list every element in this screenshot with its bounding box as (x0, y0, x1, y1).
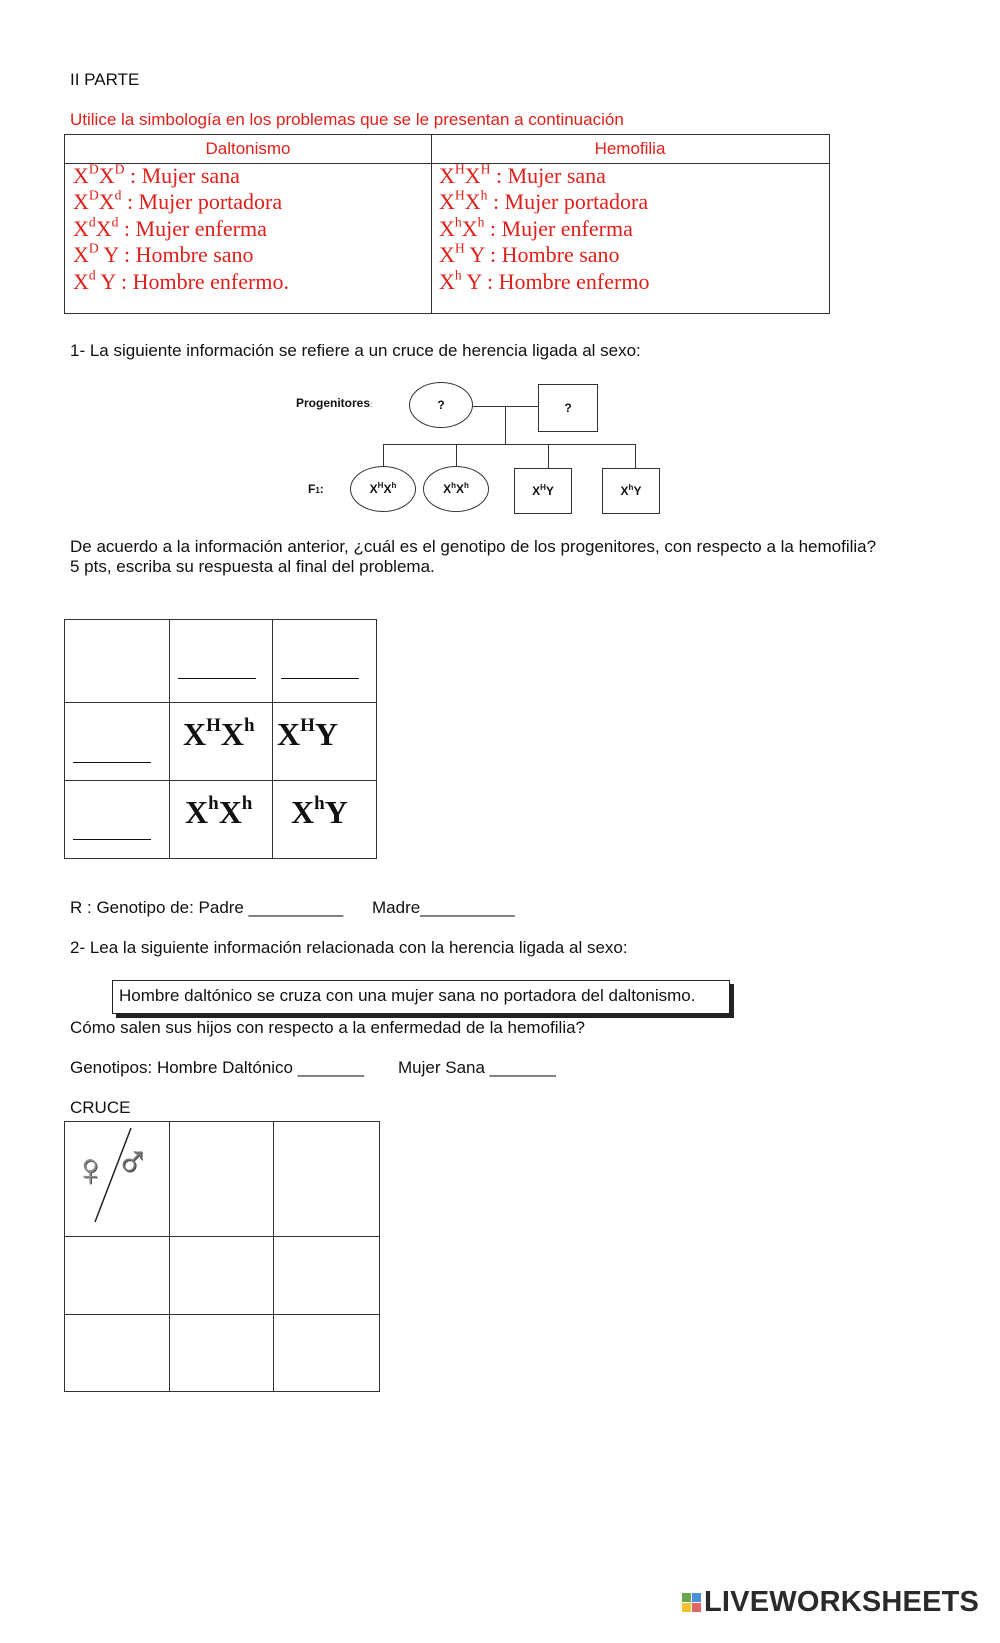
f1-daughter: $X^hX^h$ (423, 466, 489, 512)
child-line (548, 444, 549, 468)
q2-text: 2- Lea la siguiente información relacionada con la herencia ligada al sexo: (70, 938, 628, 957)
punnett-genotype: $X^hX^h$ (185, 793, 253, 830)
symbology-row: $X^d$ Y : Hombre enfermo. (73, 267, 289, 294)
punnett-square-1 (64, 619, 377, 859)
symbology-table (64, 134, 830, 314)
brand-text: LIVEWORKSHEETS (704, 1586, 980, 1618)
daltonismo-header: Daltonismo (205, 139, 291, 158)
punnett-square-2 (64, 1121, 380, 1392)
gamete-blank-top-2[interactable] (281, 678, 359, 679)
sibship-line (383, 444, 636, 445)
descent-line (505, 406, 506, 444)
f1-son: $X^hY$ (602, 468, 660, 514)
parents-label: Progenitores: (296, 396, 373, 410)
q1-question-line2: 5 pts, escriba su respuesta al final del problema. (70, 557, 435, 576)
q1-answer-padre: R : Genotipo de: Padre __________ (70, 898, 344, 917)
child-line (456, 444, 457, 466)
punnett-genotype: $X^HX^h$ (183, 715, 255, 752)
q2-genotypes-left: Genotipos: Hombre Daltónico _______ (70, 1058, 364, 1077)
punnett2-cell[interactable] (65, 1237, 169, 1314)
liveworksheets-logo (682, 1586, 979, 1619)
punnett-genotype: $X^HY$ (277, 715, 338, 752)
father-box: ? (538, 384, 598, 432)
symbology-row: $X^h$ Y : Hombre enfermo (439, 267, 650, 294)
punnett2-cell[interactable] (65, 1315, 169, 1391)
female-symbol-icon: ♀ (73, 1143, 108, 1195)
child-line (383, 444, 384, 466)
symbology-row: $X^D$ Y : Hombre sano (73, 240, 254, 268)
f1-label: F1: (308, 482, 324, 496)
gamete-blank-left-1[interactable] (73, 762, 151, 763)
gamete-blank-left-2[interactable] (73, 839, 151, 840)
punnett2-cell[interactable] (170, 1237, 273, 1314)
f1-son: $X^HY$ (514, 468, 572, 514)
grid-line (65, 702, 376, 703)
f1-daughter: $X^HX^h$ (350, 466, 416, 512)
punnett2-cell[interactable] (170, 1315, 273, 1391)
grid-line (169, 620, 170, 858)
gamete-blank-top-1[interactable] (178, 678, 256, 679)
symbology-row: $X^DX^D$ : Mujer sana (73, 161, 240, 188)
q2-question: Cómo salen sus hijos con respecto a la enfermedad de la hemofilia? (70, 1018, 586, 1037)
q1-text: 1- La siguiente información se refiere a un cruce de herencia ligada al sexo: (70, 341, 641, 360)
q2-boxed-statement: Hombre daltónico se cruza con una mujer sana no portadora del daltonismo. (112, 980, 730, 1014)
q2-genotypes-right: Mujer Sana _______ (398, 1058, 556, 1077)
mother-oval: ? (409, 382, 473, 428)
punnett2-cell[interactable] (274, 1122, 379, 1236)
instruction-text: Utilice la simbología en los problemas que se le presentan a continuación (70, 110, 624, 129)
q1-question-line1: De acuerdo a la información anterior, ¿cuál es el genotipo de los progenitores, con respecto a la hemofilia? (70, 537, 877, 556)
punnett2-cell[interactable] (274, 1315, 379, 1391)
table-divider (431, 135, 432, 313)
grid-line (65, 780, 376, 781)
symbology-row: $X^H$ Y : Hombre sano (439, 240, 620, 268)
symbology-row: $X^DX^d$ : Mujer portadora (73, 187, 283, 215)
symbology-row: $X^HX^H$ : Mujer sana (439, 161, 606, 188)
hemofilia-header: Hemofilia (594, 139, 666, 158)
punnett2-cell[interactable] (170, 1122, 273, 1236)
punnett2-cell[interactable] (274, 1237, 379, 1314)
symbology-row: $X^dX^d$ : Mujer enferma (73, 214, 267, 241)
logo-mark-icon (682, 1593, 701, 1612)
male-symbol-icon: ♂ (115, 1135, 150, 1187)
section-title: II PARTE (70, 70, 140, 89)
hemofilia-column (439, 163, 649, 295)
grid-line (272, 620, 273, 858)
symbology-row: $X^hX^h$ : Mujer enferma (439, 214, 633, 241)
symbology-row: $X^HX^h$ : Mujer portadora (439, 187, 649, 215)
q1-answer-madre: Madre__________ (372, 898, 515, 917)
daltonismo-column (73, 163, 289, 295)
child-line (635, 444, 636, 468)
mating-line (473, 406, 538, 407)
cruce-label: CRUCE (70, 1098, 131, 1117)
diagonal-slash-icon (65, 1122, 169, 1236)
punnett-genotype: $X^hY$ (291, 793, 348, 830)
